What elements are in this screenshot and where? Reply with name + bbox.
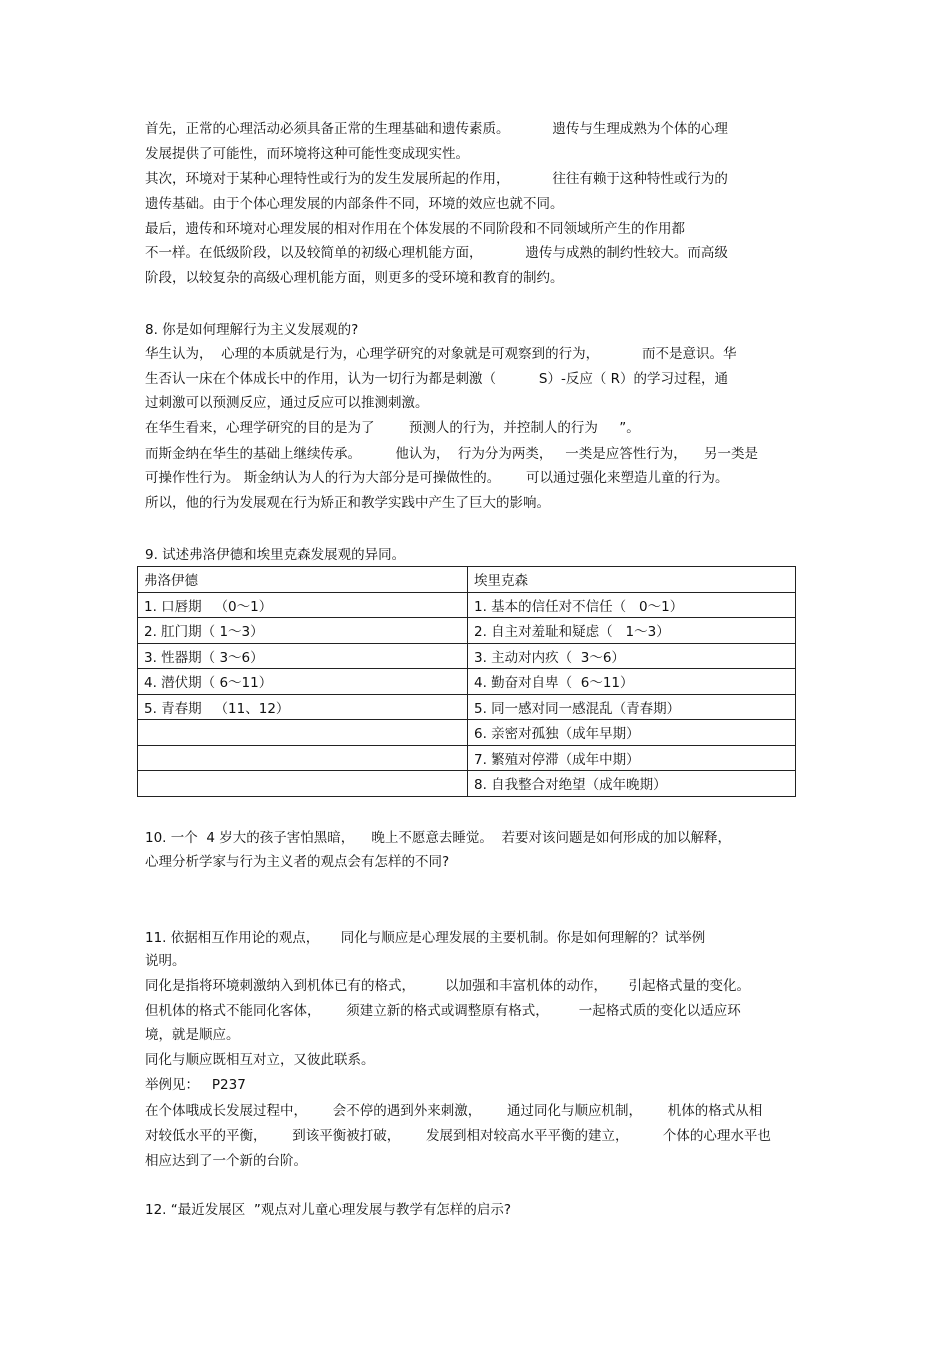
paragraph-line: 最后，遗传和环境对心理发展的相对作用在个体发展的不同阶段和不同领域所产生的作用都 [145,221,685,237]
table-row [138,720,796,746]
erikson-cell: 2. 自主对羞耻和疑虑（ 1～3） [468,618,796,644]
question-8: 8. 你是如何理解行为主义发展观的? [145,322,359,338]
header-freud: 弗洛伊德 [138,567,468,593]
answer-line: 可操作性行为。 斯金纳认为人的行为大部分是可操做性的。 可以通过强化来塑造儿童的行为。 [145,470,729,486]
paragraph-line: 阶段，以较复杂的高级心理机能方面，则更多的受环境和教育的制约。 [145,270,564,286]
freud-cell: 3. 性器期（ 3～6） [138,643,468,669]
freud-cell: 1. 口唇期 （0～1） [138,592,468,618]
answer-line: 境，就是顺应。 [145,1027,240,1043]
table-row [138,694,796,720]
question-12: 12. “最近发展区 ”观点对儿童心理发展与教学有怎样的启示? [145,1202,511,1218]
table-row [138,643,796,669]
freud-cell [138,720,468,746]
answer-line: 但机体的格式不能同化客体， 须建立新的格式或调整原有格式， 一起格式质的变化以适应环 [145,1003,741,1019]
table-row [138,618,796,644]
comparison-table [137,566,796,797]
table-row [138,771,796,797]
question-9: 9. 试述弗洛伊德和埃里克森发展观的异同。 [145,547,406,563]
erikson-cell: 4. 勤奋对自卑（ 6～11） [468,669,796,695]
paragraph-line: 其次，环境对于某种心理特性或行为的发生发展所起的作用， 往往有赖于这种特性或行为的 [145,171,728,187]
table-row [138,592,796,618]
header-erikson: 埃里克森 [468,567,796,593]
paragraph-line: 不一样。在低级阶段，以及较简单的初级心理机能方面， 遗传与成熟的制约性较大。而高级 [145,245,728,261]
answer-line: 同化与顺应既相互对立，又彼此联系。 [145,1052,375,1068]
erikson-cell: 1. 基本的信任对不信任（ 0～1） [468,592,796,618]
question-11: 11. 依据相互作用论的观点， 同化与顺应是心理发展的主要机制。你是如何理解的？试举例 [145,930,706,946]
freud-cell: 5. 青春期 （11、12） [138,694,468,720]
answer-line: 对较低水平的平衡， 到该平衡被打破， 发展到相对较高水平平衡的建立， 个体的心理水平也 [145,1128,771,1144]
answer-line: 华生认为， 心理的本质就是行为，心理学研究的对象就是可观察到的行为， 而不是意识。华 [145,346,737,362]
paragraph-line: 遗传基础。由于个体心理发展的内部条件不同，环境的效应也就不同。 [145,196,564,212]
answer-line: 过刺激可以预测反应，通过反应可以推测刺激。 [145,395,429,411]
answer-line: 所以，他的行为发展观在行为矫正和教学实践中产生了巨大的影响。 [145,495,550,511]
erikson-cell: 6. 亲密对孤独（成年早期） [468,720,796,746]
table-row [138,669,796,695]
table-row [138,745,796,771]
question-11-cont: 说明。 [145,953,186,969]
erikson-cell: 7. 繁殖对停滞（成年中期） [468,745,796,771]
freud-cell [138,771,468,797]
question-10: 10. 一个 4 岁大的孩子害怕黑暗， 晚上不愿意去睡觉。 若要对该问题是如何形成的加以解释， [145,830,731,846]
answer-line: 在华生看来，心理学研究的目的是为了 预测人的行为，并控制人的行为 ”。 [145,420,640,436]
paragraph-line: 发展提供了可能性，而环境将这种可能性变成现实性。 [145,146,469,162]
answer-line: 生否认一床在个体成长中的作用，认为一切行为都是刺激（ S）-反应（ R）的学习过程，通 [145,371,729,387]
erikson-cell: 3. 主动对内疚（ 3～6） [468,643,796,669]
answer-line: 举例见： P237 [145,1077,246,1093]
answer-line: 同化是指将环境刺激纳入到机体已有的格式， 以加强和丰富机体的动作， 引起格式量的变化。 [145,978,750,994]
answer-line: 在个体哦成长发展过程中， 会不停的遇到外来刺激， 通过同化与顺应机制， 机体的格式从相 [145,1103,763,1119]
freud-cell [138,745,468,771]
answer-line: 而斯金纳在华生的基础上继续传承。 他认为， 行为分为两类， 一类是应答性行为， 另一类是 [145,446,758,462]
question-10-cont: 心理分析学家与行为主义者的观点会有怎样的不同? [145,854,450,870]
freud-cell: 2. 肛门期（ 1～3） [138,618,468,644]
erikson-cell: 5. 同一感对同一感混乱（青春期） [468,694,796,720]
table-header-row [138,567,796,593]
paragraph-line: 首先，正常的心理活动必须具备正常的生理基础和遗传素质。 遗传与生理成熟为个体的心理 [145,121,728,137]
answer-line: 相应达到了一个新的台阶。 [145,1153,307,1169]
erikson-cell: 8. 自我整合对绝望（成年晚期） [468,771,796,797]
freud-cell: 4. 潜伏期（ 6～11） [138,669,468,695]
